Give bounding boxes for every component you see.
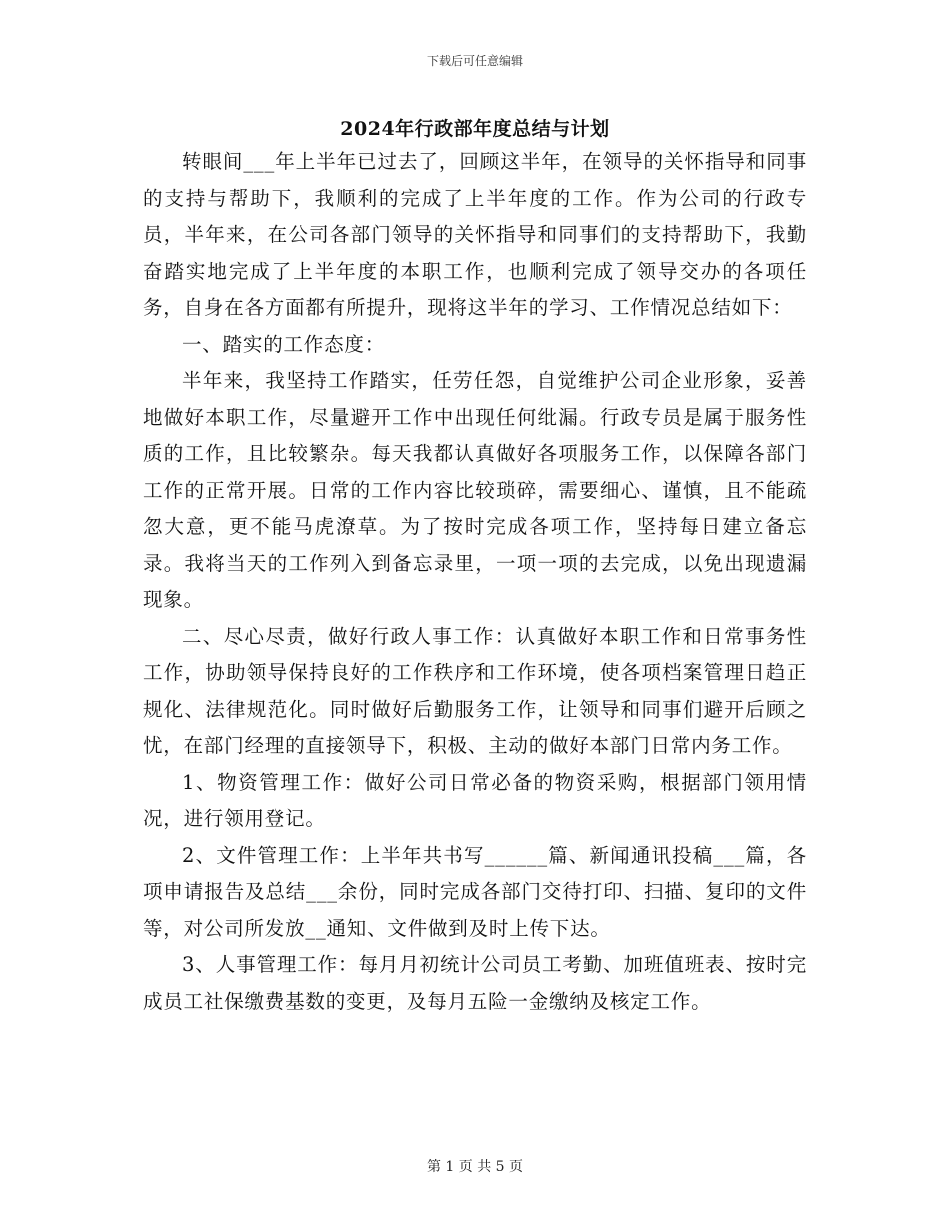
item-3-paragraph: 3、人事管理工作：每月月初统计公司员工考勤、加班值班表、按时完成员工社保缴费基数的变更，及每月五险一金缴纳及核定工作。 <box>143 953 807 1013</box>
section-1-paragraph: 半年来，我坚持工作踏实，任劳任怨，自觉维护公司企业形象，妥善地做好本职工作，尽量避开工作中出现任何纰漏。行政专员是属于服务性质的工作，且比较繁杂。每天我都认真做好各项服务工作，以保障各部门工作的正常开展。日常的工作内容比较琐碎，需要细心、谨慎，且不能疏忽大意，更不能马虎潦草。为了按时完成各项工作，坚持每日建立备忘录。我将当天的工作列入到备忘录里，一项一项的去完成，以免出现遗漏现象。 <box>143 369 807 611</box>
intro-paragraph: 转眼间___年上半年已过去了，回顾这半年，在领导的关怀指导和同事的支持与帮助下，我顺利的完成了上半年度的工作。作为公司的行政专员，半年来，在公司各部门领导的关怀指导和同事们的支持帮助下，我勤奋踏实地完成了上半年度的本职工作，也顺利完成了领导交办的各项任务，自身在各方面都有所提升，现将这半年的学习、工作情况总结如下： <box>143 150 807 319</box>
page-header-note: 下载后可任意编辑 <box>426 54 523 68</box>
section-2-paragraph: 二、尽心尽责，做好行政人事工作：认真做好本职工作和日常事务性工作，协助领导保持良好的工作秩序和工作环境，使各项档案管理日趋正规化、法律规范化。同时做好后勤服务工作，让领导和同事们避开后顾之忧，在部门经理的直接领导下，积极、主动的做好本部门日常内务工作。 <box>143 624 807 757</box>
item-2-paragraph: 2、文件管理工作：上半年共书写______篇、新闻通讯投稿___篇，各项申请报告及总结___余份，同时完成各部门交待打印、扫描、复印的文件等，对公司所发放__通知、文件做到及时上传下达。 <box>143 843 807 940</box>
document-body <box>143 144 807 1020</box>
item-1-paragraph: 1、物资管理工作：做好公司日常必备的物资采购，根据部门领用情况，进行领用登记。 <box>143 770 807 830</box>
document-title: 2024年行政部年度总结与计划 <box>340 118 610 140</box>
page-number: 第 1 页 共 5 页 <box>426 1159 524 1175</box>
section-heading-1: 一、踏实的工作态度： <box>182 332 386 356</box>
